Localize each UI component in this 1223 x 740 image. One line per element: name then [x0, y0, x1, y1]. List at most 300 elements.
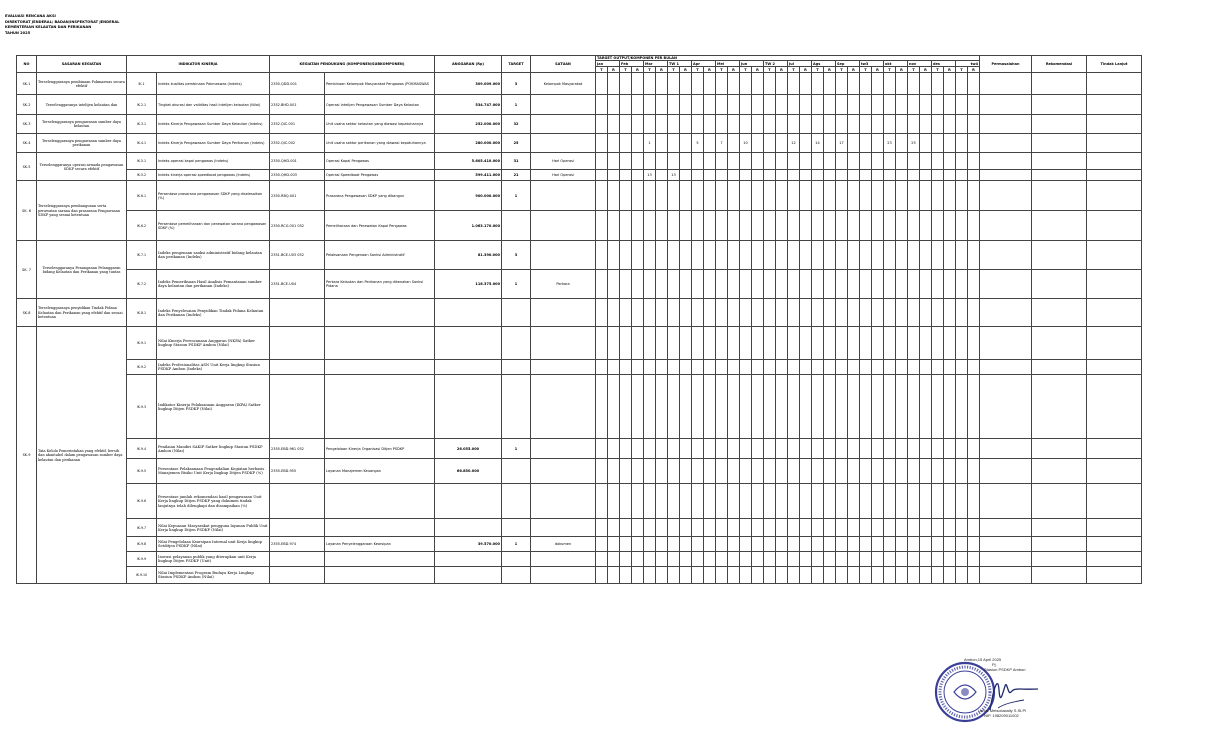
- month-target-cell: [932, 73, 944, 95]
- row-permasalahan: [980, 73, 1032, 95]
- month-target-cell: [812, 73, 824, 95]
- month-realisasi-cell: [680, 552, 692, 567]
- row-tindak-lanjut: [1087, 211, 1142, 241]
- row-tindak-lanjut: [1087, 299, 1142, 327]
- month-realisasi-cell: [752, 519, 764, 537]
- month-target-cell: [788, 95, 800, 115]
- month-realisasi-cell: [944, 95, 956, 115]
- month-target-cell: [932, 181, 944, 211]
- month-target-cell: [716, 552, 728, 567]
- month-realisasi-cell: [944, 299, 956, 327]
- month-target-cell: [860, 375, 872, 439]
- month-realisasi-cell: [776, 211, 788, 241]
- month-realisasi-cell: [968, 552, 980, 567]
- month-target-cell: [620, 439, 632, 459]
- month-realisasi-cell: [656, 73, 668, 95]
- month-realisasi-cell: [632, 519, 644, 537]
- month-realisasi-cell: [680, 73, 692, 95]
- row-target: 3: [502, 241, 531, 270]
- month-target-cell: [596, 241, 608, 270]
- row-indikator: Nilai Implementasi Program Budaya Kerja Lingkup Stasiun PSDKP Ambon (Nilai): [157, 567, 270, 584]
- month-realisasi-cell: [920, 299, 932, 327]
- month-target-cell: [836, 552, 848, 567]
- month-realisasi-cell: [680, 567, 692, 584]
- row-kegiatan: Unit usaha sektor perikanan yang diawasi kepatuhannya: [325, 134, 435, 153]
- month-realisasi-cell: [896, 170, 908, 181]
- row-no: SK.3: [17, 115, 37, 134]
- month-realisasi-cell: [656, 567, 668, 584]
- month-target-cell: [932, 519, 944, 537]
- row-kegiatan: [325, 519, 435, 537]
- row-no: SK.2: [17, 95, 37, 115]
- month-realisasi-cell: [752, 552, 764, 567]
- document-header: [5, 14, 119, 36]
- row-target: 32: [502, 115, 531, 134]
- row-ik-code: IK.9.10: [127, 567, 157, 584]
- month-target-cell: [836, 439, 848, 459]
- month-target-cell: [692, 552, 704, 567]
- month-realisasi-cell: [728, 270, 740, 299]
- month-target-cell: [884, 519, 896, 537]
- table-row: [17, 519, 1142, 537]
- row-permasalahan: [980, 459, 1032, 484]
- month-realisasi-cell: [776, 459, 788, 484]
- month-realisasi-cell: [968, 181, 980, 211]
- header-tindak-lanjut: Tindak Lanjut: [1087, 56, 1142, 73]
- month-target-cell: [764, 115, 776, 134]
- month-realisasi-cell: [656, 115, 668, 134]
- month-target-cell: [932, 567, 944, 584]
- row-permasalahan: [980, 134, 1032, 153]
- month-realisasi-cell: [896, 241, 908, 270]
- month-target-cell: [764, 537, 776, 552]
- realisasi-subheader: R: [800, 67, 812, 73]
- month-target-cell: [716, 327, 728, 360]
- month-realisasi-cell: [824, 360, 836, 375]
- row-no: SK. 6: [17, 181, 37, 241]
- month-realisasi-cell: [824, 270, 836, 299]
- month-target-cell: [620, 567, 632, 584]
- month-realisasi-cell: [824, 552, 836, 567]
- month-realisasi-cell: [704, 459, 716, 484]
- row-anggaran: [435, 375, 502, 439]
- month-realisasi-cell: [632, 153, 644, 170]
- month-realisasi-cell: [656, 134, 668, 153]
- month-realisasi-cell: [776, 241, 788, 270]
- row-anggaran: 599.411.000: [435, 170, 502, 181]
- month-target-cell: [620, 360, 632, 375]
- month-realisasi-cell: [800, 181, 812, 211]
- month-target-cell: [740, 153, 752, 170]
- month-realisasi-cell: [752, 459, 764, 484]
- row-kode: [270, 567, 325, 584]
- month-target-cell: [812, 484, 824, 519]
- row-indikator: Indeks Pemeriksaan Hasil Analisis Pemantauan sumber daya kelautan dan perikanan (Indeks): [157, 270, 270, 299]
- month-realisasi-cell: [680, 360, 692, 375]
- month-header: tw3: [860, 61, 884, 67]
- month-realisasi-cell: [680, 375, 692, 439]
- month-target-cell: [812, 360, 824, 375]
- month-header: okt: [884, 61, 908, 67]
- row-satuan: [531, 211, 596, 241]
- table-row: [17, 375, 1142, 439]
- month-target-cell: [908, 153, 920, 170]
- month-target-cell: [740, 375, 752, 439]
- row-rekomendasi: [1032, 181, 1087, 211]
- month-target-cell: [956, 181, 968, 211]
- month-target-cell: [812, 270, 824, 299]
- month-target-cell: [860, 95, 872, 115]
- month-target-cell: [668, 241, 680, 270]
- month-target-cell: [740, 170, 752, 181]
- realisasi-subheader: R: [944, 67, 956, 73]
- month-target-cell: [740, 484, 752, 519]
- month-realisasi-cell: [968, 537, 980, 552]
- table-row: [17, 170, 1142, 181]
- month-realisasi-cell: [752, 181, 764, 211]
- month-target-cell: [740, 270, 752, 299]
- row-target: [502, 519, 531, 537]
- month-realisasi-cell: [632, 439, 644, 459]
- row-permasalahan: [980, 270, 1032, 299]
- month-target-cell: [860, 181, 872, 211]
- header-target-output: TARGET OUTPUT/KOMPONEN PER BULAN: [596, 56, 980, 61]
- month-realisasi-cell: [872, 241, 884, 270]
- row-sasaran: Terselenggaranya pengawasan sumber daya kelautan: [37, 115, 127, 134]
- row-permasalahan: [980, 153, 1032, 170]
- month-realisasi-cell: [728, 567, 740, 584]
- table-row: [17, 270, 1142, 299]
- month-target-cell: [884, 270, 896, 299]
- month-target-cell: [644, 552, 656, 567]
- month-realisasi-cell: [920, 134, 932, 153]
- month-target-cell: [956, 567, 968, 584]
- month-target-cell: [860, 327, 872, 360]
- month-target-cell: [716, 181, 728, 211]
- row-permasalahan: [980, 552, 1032, 567]
- month-realisasi-cell: [728, 95, 740, 115]
- row-ik-code: IK.5.1: [127, 153, 157, 170]
- month-realisasi-cell: [944, 181, 956, 211]
- month-realisasi-cell: [968, 270, 980, 299]
- row-anggaran: 309.009.000: [435, 73, 502, 95]
- month-target-cell: [956, 299, 968, 327]
- row-kegiatan: [325, 484, 435, 519]
- month-target-cell: [956, 375, 968, 439]
- month-realisasi-cell: [848, 181, 860, 211]
- month-target-cell: 7: [716, 134, 728, 153]
- month-target-cell: [932, 459, 944, 484]
- month-target-cell: [668, 181, 680, 211]
- month-target-cell: [956, 170, 968, 181]
- month-realisasi-cell: [752, 134, 764, 153]
- month-target-cell: 5: [692, 134, 704, 153]
- month-realisasi-cell: [608, 170, 620, 181]
- month-realisasi-cell: [872, 170, 884, 181]
- month-target-cell: [812, 537, 824, 552]
- row-target: [502, 211, 531, 241]
- month-realisasi-cell: [776, 439, 788, 459]
- month-target-cell: [764, 459, 776, 484]
- month-target-cell: [836, 95, 848, 115]
- month-header: Sep: [836, 61, 860, 67]
- month-target-cell: [644, 537, 656, 552]
- row-kegiatan: Operasi Speedboat Pengawas: [325, 170, 435, 181]
- month-target-cell: [692, 211, 704, 241]
- month-target-cell: [908, 95, 920, 115]
- month-target-cell: [692, 567, 704, 584]
- month-realisasi-cell: [800, 211, 812, 241]
- month-target-cell: [740, 360, 752, 375]
- month-realisasi-cell: [632, 537, 644, 552]
- realisasi-subheader: R: [728, 67, 740, 73]
- row-rekomendasi: [1032, 241, 1087, 270]
- month-realisasi-cell: [872, 299, 884, 327]
- row-sasaran: Terselenggaranya pembangunan serta perawatan sarana dan prasarana Pengawasan SDKP yang sesuai ketentuan: [37, 181, 127, 241]
- month-target-cell: [668, 95, 680, 115]
- month-realisasi-cell: [944, 439, 956, 459]
- month-target-cell: [884, 73, 896, 95]
- month-realisasi-cell: [776, 375, 788, 439]
- row-anggaran: [435, 484, 502, 519]
- month-realisasi-cell: [848, 95, 860, 115]
- month-realisasi-cell: [872, 439, 884, 459]
- month-target-cell: [908, 241, 920, 270]
- row-kegiatan: Prasarana Pengawasan SDKP yang dibangun: [325, 181, 435, 211]
- row-kegiatan: [325, 360, 435, 375]
- row-anggaran: [435, 552, 502, 567]
- month-target-cell: [692, 299, 704, 327]
- month-realisasi-cell: [896, 519, 908, 537]
- month-target-cell: 13: [644, 170, 656, 181]
- month-realisasi-cell: [680, 134, 692, 153]
- month-realisasi-cell: [752, 327, 764, 360]
- month-realisasi-cell: [704, 241, 716, 270]
- month-realisasi-cell: [728, 327, 740, 360]
- row-target: [502, 375, 531, 439]
- table-row: [17, 181, 1142, 211]
- row-indikator: Nilai Kinerja Perencanaan Anggaran (NKPA) Satker lingkup Stasiun PSDKP Ambon (Nilai): [157, 327, 270, 360]
- row-indikator: Indeks kinerja operasi speedboat pengawas (Indeks): [157, 170, 270, 181]
- month-realisasi-cell: [944, 211, 956, 241]
- month-realisasi-cell: [656, 439, 668, 459]
- month-target-cell: [740, 181, 752, 211]
- month-realisasi-cell: [896, 181, 908, 211]
- target-subheader: T: [788, 67, 800, 73]
- month-target-cell: [644, 299, 656, 327]
- row-tindak-lanjut: [1087, 439, 1142, 459]
- month-target-cell: [836, 73, 848, 95]
- month-target-cell: [692, 439, 704, 459]
- month-realisasi-cell: [752, 95, 764, 115]
- month-target-cell: [668, 153, 680, 170]
- month-header: Jan: [596, 61, 620, 67]
- month-target-cell: [932, 537, 944, 552]
- row-anggaran: 39.570.000: [435, 537, 502, 552]
- month-target-cell: [644, 73, 656, 95]
- month-realisasi-cell: [896, 153, 908, 170]
- row-kegiatan: [325, 552, 435, 567]
- month-realisasi-cell: [728, 360, 740, 375]
- month-realisasi-cell: [872, 73, 884, 95]
- month-realisasi-cell: [800, 327, 812, 360]
- month-target-cell: [764, 170, 776, 181]
- month-header: Feb: [620, 61, 644, 67]
- month-realisasi-cell: [776, 552, 788, 567]
- row-satuan: dokumen: [531, 537, 596, 552]
- row-tindak-lanjut: [1087, 327, 1142, 360]
- month-realisasi-cell: [944, 241, 956, 270]
- month-target-cell: [956, 211, 968, 241]
- month-realisasi-cell: [848, 459, 860, 484]
- month-target-cell: [644, 181, 656, 211]
- month-realisasi-cell: [656, 211, 668, 241]
- target-subheader: T: [956, 67, 968, 73]
- row-ik-code: IK.9.9: [127, 552, 157, 567]
- month-header: Mar: [644, 61, 668, 67]
- month-realisasi-cell: [728, 211, 740, 241]
- month-target-cell: [908, 519, 920, 537]
- month-target-cell: [644, 153, 656, 170]
- month-target-cell: [716, 459, 728, 484]
- month-realisasi-cell: [968, 115, 980, 134]
- month-realisasi-cell: [824, 115, 836, 134]
- month-target-cell: [860, 439, 872, 459]
- row-no: SK.1: [17, 73, 37, 95]
- row-anggaran: [435, 360, 502, 375]
- row-anggaran: 280.000.000: [435, 134, 502, 153]
- month-realisasi-cell: [896, 95, 908, 115]
- month-target-cell: [620, 552, 632, 567]
- month-target-cell: [764, 134, 776, 153]
- row-rekomendasi: [1032, 552, 1087, 567]
- row-kegiatan: [325, 375, 435, 439]
- month-target-cell: [812, 170, 824, 181]
- month-target-cell: [620, 73, 632, 95]
- month-target-cell: [740, 211, 752, 241]
- row-satuan: [531, 484, 596, 519]
- month-realisasi-cell: [728, 484, 740, 519]
- month-realisasi-cell: [848, 375, 860, 439]
- target-subheader: T: [668, 67, 680, 73]
- month-realisasi-cell: [608, 153, 620, 170]
- month-realisasi-cell: [944, 73, 956, 95]
- month-header: Jul: [788, 61, 812, 67]
- row-kode: [270, 327, 325, 360]
- month-realisasi-cell: [896, 459, 908, 484]
- row-permasalahan: [980, 95, 1032, 115]
- month-target-cell: [620, 115, 632, 134]
- row-rekomendasi: [1032, 299, 1087, 327]
- row-kode: 2352.QIC.001: [270, 115, 325, 134]
- row-target: [502, 567, 531, 584]
- month-target-cell: [644, 519, 656, 537]
- month-realisasi-cell: [896, 552, 908, 567]
- month-realisasi-cell: [848, 134, 860, 153]
- row-satuan: [531, 439, 596, 459]
- row-indikator: Indikator Kinerja Pelaksanaan Anggaran (IKPA) Satker lingkup Ditjen PSDKP (Nilai): [157, 375, 270, 439]
- row-sasaran: Terselenggaranya intelijen kelautan dan: [37, 95, 127, 115]
- month-realisasi-cell: [896, 134, 908, 153]
- row-tindak-lanjut: [1087, 552, 1142, 567]
- row-sasaran: Terselenggaranya pembinaan Pokmaswas secara efektif: [37, 73, 127, 95]
- row-anggaran: 81.390.000: [435, 241, 502, 270]
- month-realisasi-cell: [632, 567, 644, 584]
- row-satuan: [531, 459, 596, 484]
- realisasi-subheader: R: [776, 67, 788, 73]
- month-target-cell: [884, 567, 896, 584]
- row-satuan: [531, 134, 596, 153]
- row-target: 1: [502, 181, 531, 211]
- evaluation-table: [16, 55, 1142, 584]
- row-target: [502, 299, 531, 327]
- month-realisasi-cell: [680, 299, 692, 327]
- month-target-cell: [860, 153, 872, 170]
- month-realisasi-cell: [608, 211, 620, 241]
- month-target-cell: [620, 95, 632, 115]
- row-kode: 2351.BCE.U03 052: [270, 241, 325, 270]
- month-realisasi-cell: [704, 73, 716, 95]
- row-target: [502, 360, 531, 375]
- month-target-cell: [812, 375, 824, 439]
- row-kegiatan: Unit usaha sektor kelautan yang diawasi kepatuhannya: [325, 115, 435, 134]
- row-permasalahan: [980, 375, 1032, 439]
- month-realisasi-cell: [632, 95, 644, 115]
- month-target-cell: [716, 519, 728, 537]
- month-realisasi-cell: [656, 299, 668, 327]
- month-realisasi-cell: [968, 95, 980, 115]
- month-target-cell: [836, 241, 848, 270]
- month-target-cell: [668, 73, 680, 95]
- month-realisasi-cell: [968, 170, 980, 181]
- month-realisasi-cell: [848, 115, 860, 134]
- header-target: TARGET: [502, 56, 531, 73]
- month-target-cell: [956, 115, 968, 134]
- month-realisasi-cell: [848, 552, 860, 567]
- row-target: [502, 484, 531, 519]
- month-realisasi-cell: [968, 439, 980, 459]
- month-target-cell: [620, 519, 632, 537]
- month-realisasi-cell: [752, 241, 764, 270]
- month-realisasi-cell: [704, 211, 716, 241]
- month-realisasi-cell: [704, 170, 716, 181]
- month-target-cell: 14: [812, 134, 824, 153]
- month-target-cell: [668, 537, 680, 552]
- month-target-cell: 25: [908, 134, 920, 153]
- month-realisasi-cell: [608, 241, 620, 270]
- month-target-cell: [860, 134, 872, 153]
- month-target-cell: [716, 241, 728, 270]
- month-target-cell: [956, 459, 968, 484]
- month-realisasi-cell: [752, 537, 764, 552]
- row-anggaran: [435, 299, 502, 327]
- month-realisasi-cell: [872, 537, 884, 552]
- row-satuan: [531, 299, 596, 327]
- month-target-cell: [788, 211, 800, 241]
- row-target: 1: [502, 270, 531, 299]
- table-row: [17, 327, 1142, 360]
- month-target-cell: [764, 360, 776, 375]
- month-target-cell: [908, 327, 920, 360]
- month-target-cell: [596, 95, 608, 115]
- row-kegiatan: Pemeliharaan dan Perawatan Kapal Pengawas: [325, 211, 435, 241]
- row-permasalahan: [980, 439, 1032, 459]
- month-target-cell: [692, 181, 704, 211]
- month-target-cell: [908, 170, 920, 181]
- month-realisasi-cell: [920, 537, 932, 552]
- month-target-cell: [932, 95, 944, 115]
- row-ik-code: IK.9.2: [127, 360, 157, 375]
